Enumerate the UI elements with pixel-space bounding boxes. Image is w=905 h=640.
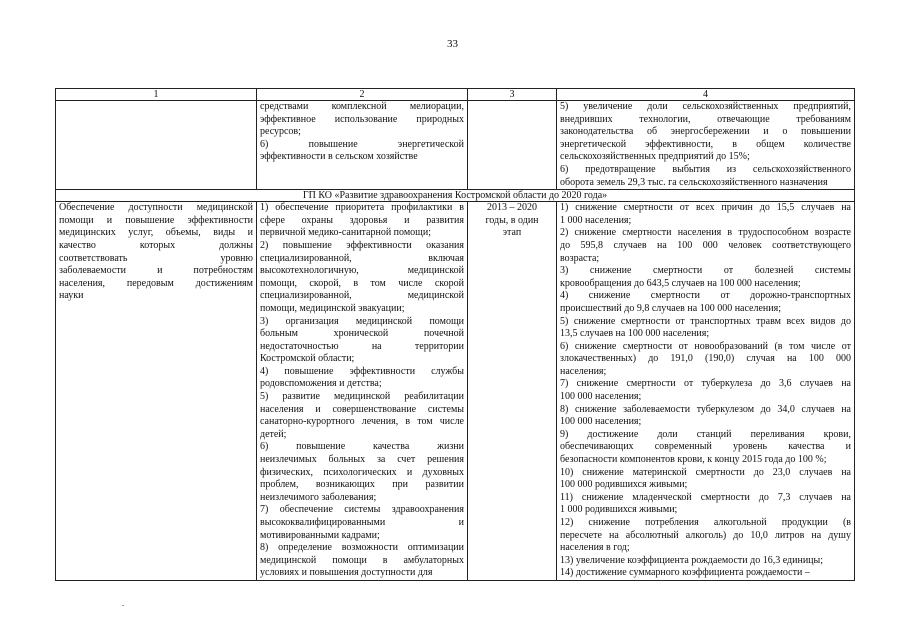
text-line: специализированной, медицинской <box>260 290 464 302</box>
main-col-1 <box>56 202 257 581</box>
text-line: первичной медико-санитарной помощи; <box>260 227 432 239</box>
text-line: внедривших технологии, отвечающие требованиям <box>560 113 851 125</box>
text-line: безопасности компонентов крови, к концу 2015 года до 100 %; <box>560 454 827 466</box>
text-line: 11) снижение младенческой смертности до 7,3 случаев на <box>560 491 851 503</box>
text-line: 5) увеличение доли сельскохозяйственных предприятий, <box>560 101 851 112</box>
table-row-main <box>56 202 855 581</box>
text-line: 4) повышение эффективности службы <box>260 365 464 377</box>
text-line: 100 000 населения; <box>560 391 642 403</box>
text-line: 1 000 населения; <box>560 214 632 226</box>
text-line: населения, передовым достижениям <box>59 277 253 289</box>
text-line: 10) снижение материнской смертности до 23,0 случаев на <box>560 466 851 478</box>
text-line: 7) обеспечение системы здравоохранения <box>260 504 464 516</box>
text-line: 8) определение возможности оптимизации <box>260 542 464 554</box>
text-line: энергетической эффективности, в общем количестве <box>560 138 851 150</box>
text-line: 1) обеспечение приоритета профилактики в <box>260 202 464 214</box>
main-col4-text <box>560 202 851 580</box>
text-line: неизлечимых больных за счет решения <box>260 454 464 466</box>
text-line: средствами комплексной мелиорации, <box>260 101 464 112</box>
text-line: сельскохозяйственных предприятий до 15%; <box>560 151 750 163</box>
text-line: обеспечивающих современный уровень качества и <box>560 441 851 453</box>
main-col3-text <box>471 202 553 240</box>
text-line: высококвалифицированными и <box>260 517 464 528</box>
text-line: 13,5 случаев на 100 000 населения; <box>560 328 710 340</box>
section-title: ГП КО «Развитие здравоохранения Костромской области до 2020 года» <box>56 190 855 202</box>
text-line: 3) снижение смертности от болезней системы <box>560 265 851 277</box>
text-line: 100 000 родившихся живыми; <box>560 479 688 491</box>
text-line: помощи и повышение эффективности <box>59 214 253 226</box>
text-line: санаторно-курортного лечения, в том числе <box>260 416 464 428</box>
text-line: 4) снижение смертности от дорожно-транспортных <box>560 290 851 302</box>
text-line: проблем, возникающих при развитии <box>260 479 464 491</box>
text-line: помощи, медицинской эвакуации; <box>260 302 405 314</box>
text-line: пересчете на абсолютный алкоголь) до 10,0 литров на душу <box>560 529 851 541</box>
text-line: до 595,8 случаев на 100 000 человек соответствующего <box>560 239 851 251</box>
main-col2-text <box>260 202 464 580</box>
text-line: 6) предотвращение выбытия из сельскохозяйственного <box>560 163 851 175</box>
text-line: законодательства об энергосбережении и о повышении <box>560 126 851 138</box>
text-line: Костромской области; <box>260 353 355 365</box>
text-line: медицинской помощи в амбулаторных <box>260 554 464 566</box>
text-line: 1 000 родившихся живыми; <box>560 504 678 516</box>
text-line: больным хронической почечной <box>260 328 464 340</box>
text-line: этап <box>502 227 522 239</box>
main-col-4 <box>557 202 855 581</box>
text-line: физических, психологических и духовных <box>260 466 464 478</box>
cont-col-2 <box>257 101 468 190</box>
text-line: качество которых должны <box>59 239 253 251</box>
text-line: населения и совершенствование системы <box>260 403 464 415</box>
text-line: соответствовать уровню <box>59 252 253 264</box>
text-line: сфере охраны здоровья и развития <box>260 214 464 226</box>
text-line: 100 000 населения; <box>560 416 642 428</box>
text-line: недостаточностью на территории <box>260 340 464 352</box>
section-row <box>56 190 855 202</box>
text-line: заболеваемости и потребностям <box>59 265 253 277</box>
text-line: высокотехнологичную, медицинской <box>260 265 464 277</box>
text-line: населения; <box>560 365 607 377</box>
text-line: эффективное использование природных <box>260 113 464 125</box>
text-line: детей; <box>260 428 287 440</box>
text-line: 2) снижение смертности населения в трудоспособном возрасте <box>560 227 851 239</box>
text-line: родовспоможения и детства; <box>260 378 382 390</box>
text-line: мотивированными кадрами; <box>260 529 380 541</box>
text-line: годы, в один <box>485 214 539 226</box>
cont-col4-text <box>560 101 851 189</box>
text-line: кровообращения до 643,5 случаев на 100 000 населения; <box>560 277 801 289</box>
text-line: 8) снижение заболеваемости туберкулезом до 34,0 случаев на <box>560 403 851 415</box>
main-col-2 <box>257 202 468 581</box>
text-line: возраста; <box>560 252 600 264</box>
header-col-2: 2 <box>257 89 468 101</box>
text-line: 2) повышение эффективности оказания <box>260 239 464 251</box>
cont-col2-text <box>260 101 464 164</box>
text-line: эффективности в сельском хозяйстве <box>260 151 418 163</box>
text-line: населения в год; <box>560 542 630 554</box>
text-line: 3) организация медицинской помощи <box>260 315 464 327</box>
text-line: помощи, скорой, в том числе скорой <box>260 277 464 289</box>
text-line: 6) снижение смертности от новообразований (в том числе от <box>560 340 851 352</box>
text-line: ресурсов; <box>260 126 301 138</box>
text-line: злокачественных) до 191,0 (190,0) случая на 100 000 <box>560 353 851 365</box>
header-col-3: 3 <box>468 89 557 101</box>
text-line: специализированной, включая <box>260 252 464 264</box>
text-line: неизлечимого заболевания; <box>260 491 377 503</box>
header-col-1: 1 <box>56 89 257 101</box>
text-line: 13) увеличение коэффициента рождаемости до 16,3 единицы; <box>560 554 824 566</box>
text-line: 6) повышение качества жизни <box>260 441 464 453</box>
text-line: 5) снижение смертности от транспортных травм всех видов до <box>560 315 851 327</box>
text-line: 2013 – 2020 <box>487 202 537 214</box>
text-line: 12) снижение потребления алкогольной продукции (в <box>560 517 851 528</box>
main-col-3 <box>468 202 557 581</box>
text-line: происшествий до 9,8 случаев на 100 000 населения; <box>560 302 781 314</box>
cont-col-3 <box>468 101 557 190</box>
text-line: 1) снижение смертности от всех причин до 15,5 случаев на <box>560 202 851 214</box>
table-header-row <box>56 89 855 101</box>
text-line: 7) снижение смертности от туберкулеза до 3,6 случаев на <box>560 378 851 390</box>
program-table <box>55 88 855 581</box>
text-line: условиях и повышения доступности для <box>260 567 433 579</box>
text-line: медицинских услуг, объемы, виды и <box>59 227 253 239</box>
text-line: Обеспечение доступности медицинской <box>59 202 253 214</box>
cont-col-1 <box>56 101 257 190</box>
text-line: 9) достижение доли станций переливания крови, <box>560 428 851 440</box>
cont-col-4 <box>557 101 855 190</box>
scan-speck <box>122 605 124 606</box>
text-line: оборота земель 29,3 тыс. га сельскохозяйственного назначения <box>560 176 828 188</box>
header-col-4: 4 <box>557 89 855 101</box>
table-row-continued <box>56 101 855 190</box>
main-col1-text <box>59 202 253 303</box>
page-number: 33 <box>447 38 458 50</box>
text-line: 6) повышение энергетической <box>260 138 464 150</box>
text-line: науки <box>59 290 84 302</box>
text-line: 14) достижение суммарного коэффициента рождаемости – <box>560 567 810 579</box>
text-line: 5) развитие медицинской реабилитации <box>260 391 464 403</box>
